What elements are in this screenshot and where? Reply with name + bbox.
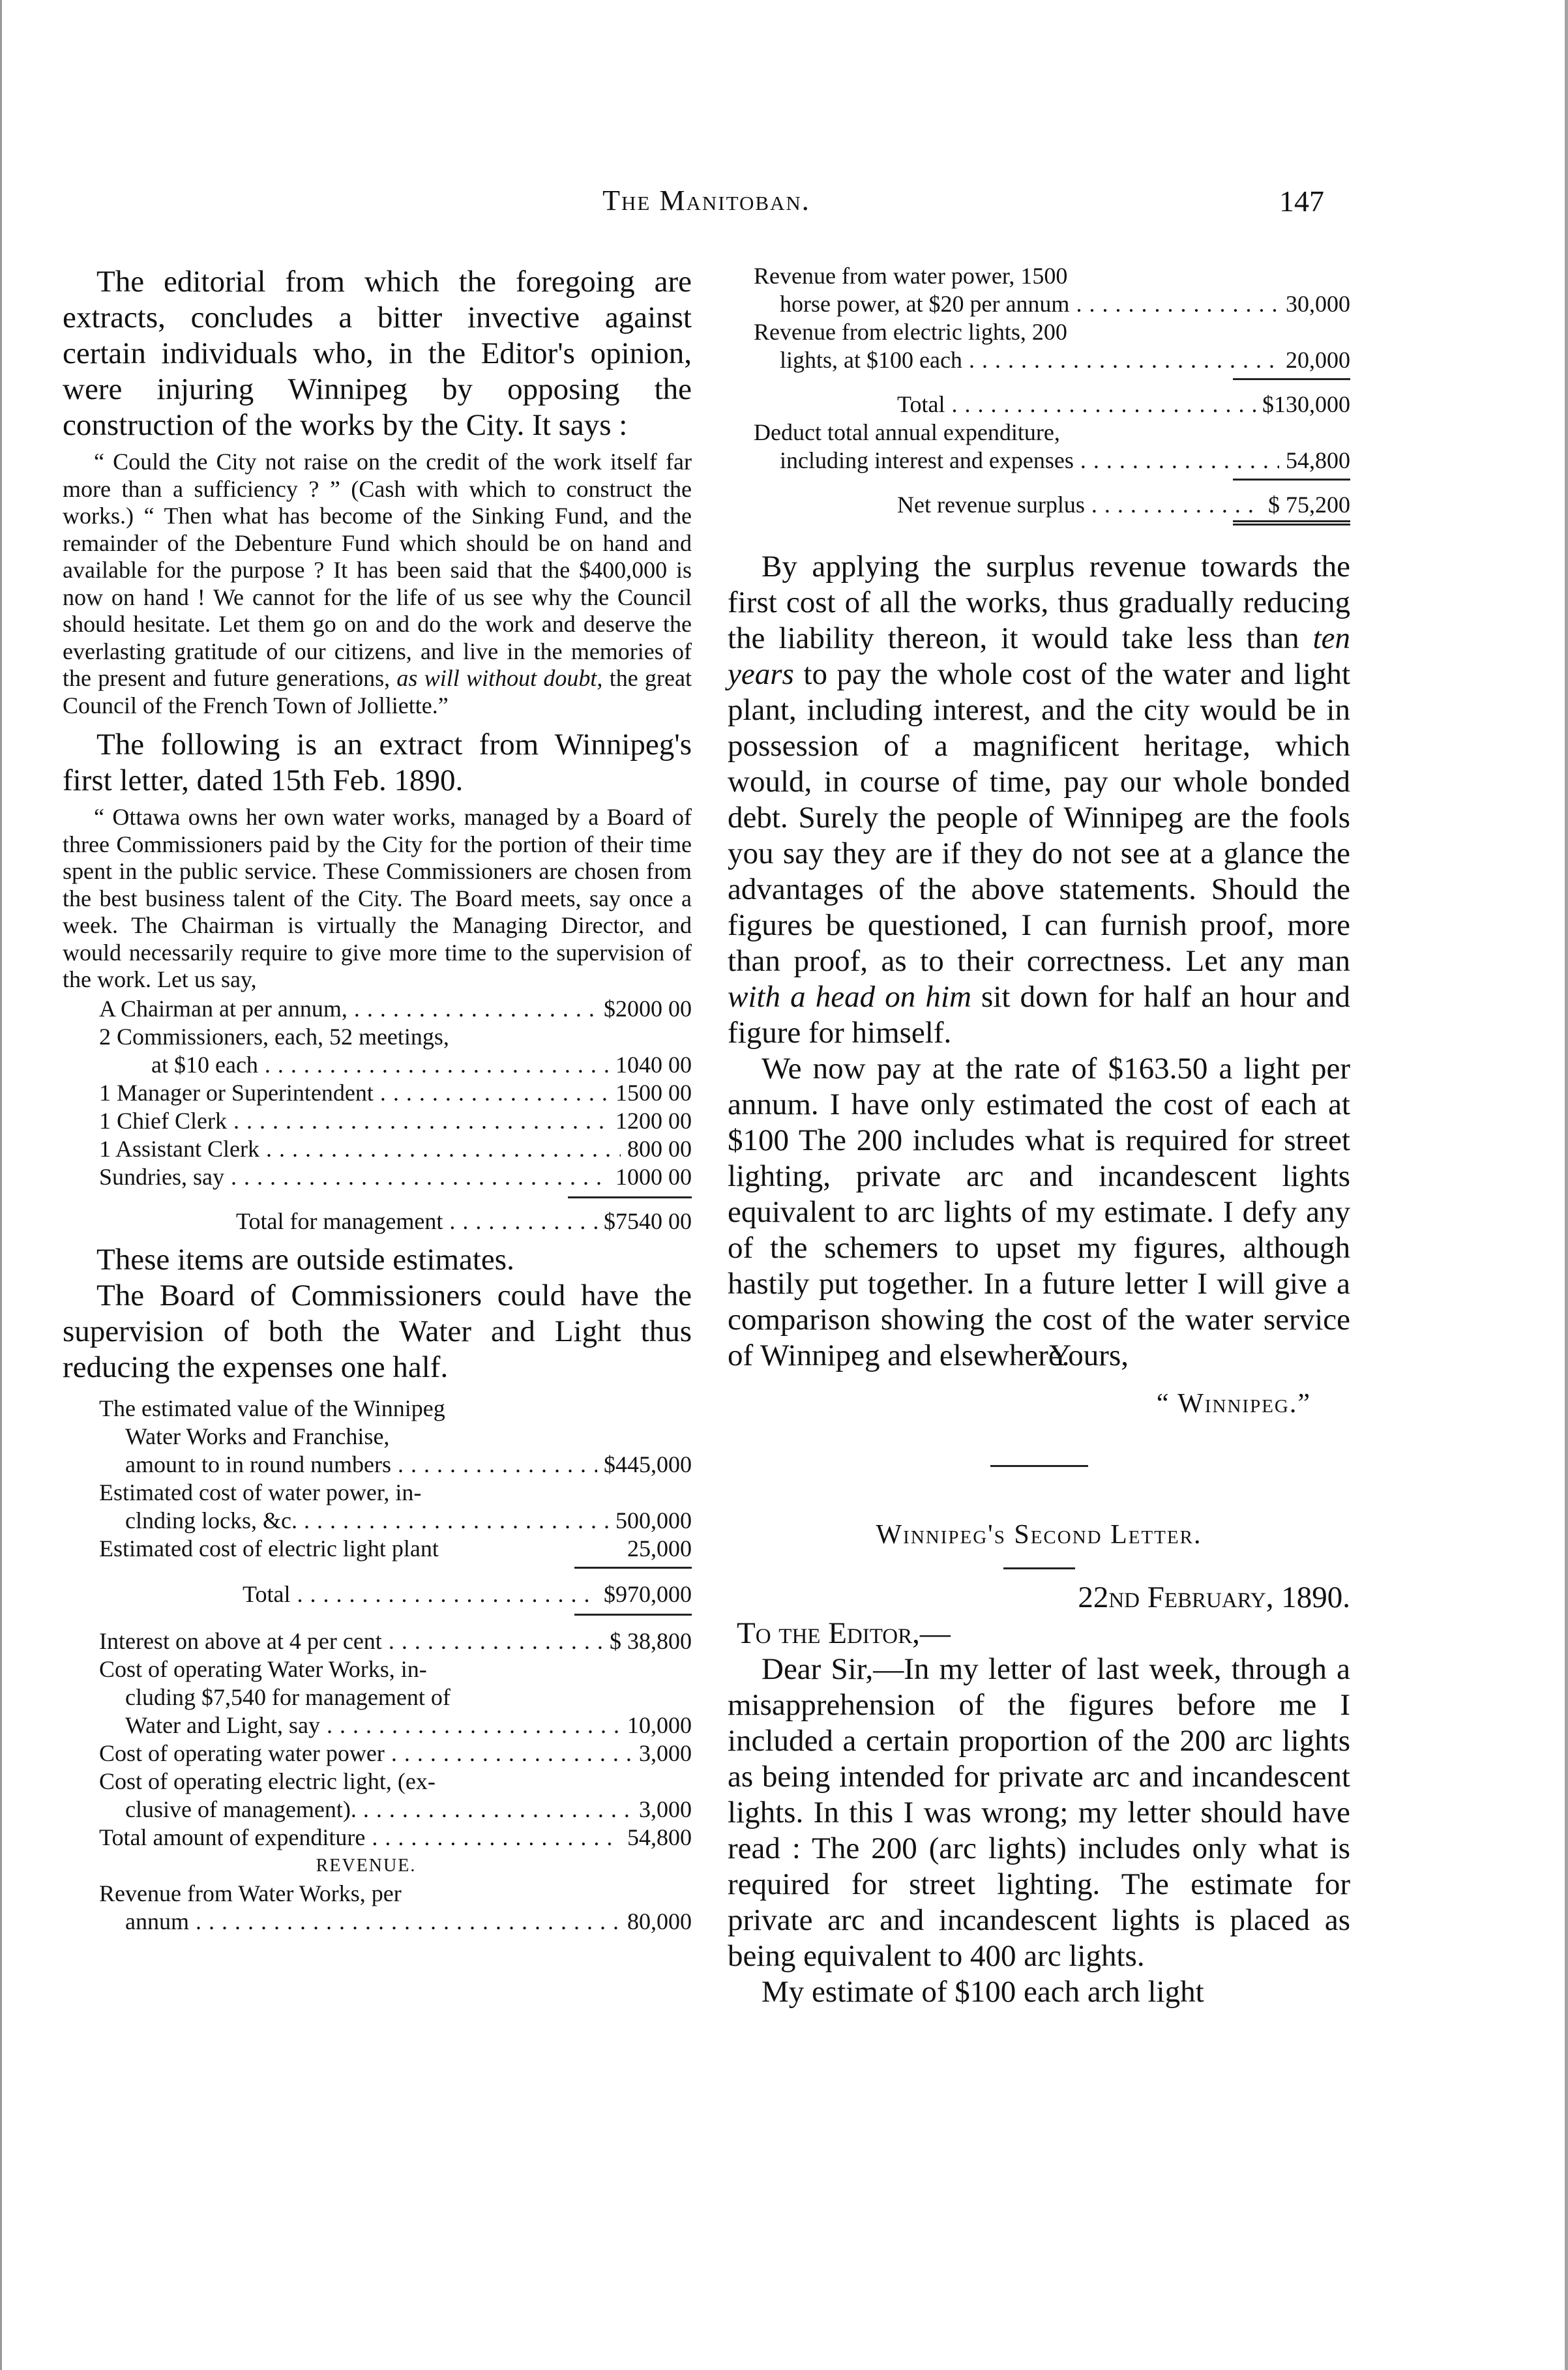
divider-rule: [1003, 1567, 1075, 1569]
table-row: Revenue from water power, 1500: [754, 263, 1068, 289]
table-row: Cost of operating Water Works, in-: [99, 1655, 427, 1682]
paragraph: The Board of Commissioners could have the supervision of both the Water and Light thus reducing the expenses one half.: [63, 1278, 692, 1384]
page-edge-right: [1545, 0, 1568, 2370]
letter-date: 22nd February, 1890.: [1078, 1580, 1350, 1614]
sum-rule: [568, 1196, 692, 1198]
paragraph: We now pay at the rate of $163.50 a light per annum. I have only estimated the cost of each at $100 The 200 includes what is required for street lighting, private arc and incandescent lights equivalent to arc lights of my estimate. I defy any of the schemers to upset my figures, although hastily put together. In a future letter I will give a comparison showing the cost of the water service of Winnipeg and elsewhere.: [728, 1052, 1350, 1372]
estimate-table: [63, 1395, 692, 1936]
page-edge-left: [0, 0, 11, 2370]
table-row: including interest and expenses . . . 54,800: [754, 447, 1350, 475]
table-row: 2 Commissioners, each, 52 meetings,: [99, 1023, 449, 1050]
table-row: Deduct total annual expenditure,: [754, 419, 1060, 445]
table-row: Cost of operating water power . . . 3,000: [99, 1740, 692, 1768]
table-row: Water and Light, say . . . 10,000: [99, 1711, 692, 1740]
table-row: 1 Chief Clerk . . . 1200 00: [99, 1107, 692, 1135]
paragraph: The editorial from which the foregoing are extracts, concludes a bitter invective against certain individuals who, in the Editor's opinion, were injuring Winnipeg by opposing the construction of the works by the City. It says :: [63, 265, 692, 442]
paragraph: These items are outside estimates.: [96, 1242, 514, 1277]
table-row: annum . . . 80,000: [99, 1908, 692, 1936]
table-row: Total amount of expenditure . . . 54,800: [99, 1824, 692, 1852]
page-number: 147: [1279, 185, 1324, 218]
table-row: 1 Assistant Clerk . . . 800 00: [99, 1135, 692, 1163]
paragraph: By applying the surplus revenue towards the first cost of all the works, thus gradually reducing the liability thereon, it would take less than ten years to pay the whole cost of the water and light plant, including interest, and the city would be in possession of a magnificent heritage, which would, in course of time, pay our whole bonded debt. Surely the people of Winnipeg are the fools you say they are if they do not see at a glance the advantages of the above statements. Should the figures be questioned, I can furnish proof, more than proof, as to their correctness. Let any man with a head on him sit down for half an hour and figure for himself.: [728, 550, 1350, 1050]
table-row: A Chairman at per annum, . . . $2000 00: [99, 995, 692, 1023]
net-surplus-row: Net revenue surplus . . . $ 75,200: [754, 491, 1350, 519]
paragraph: The following is an extract from Winnipeg's first letter, dated 15th Feb. 1890.: [63, 728, 692, 797]
total-row: Total . . . $970,000: [99, 1580, 692, 1608]
table-row: Revenue from Water Works, per: [99, 1880, 402, 1906]
sum-rule: [1233, 479, 1350, 481]
running-title: The Manitoban.: [602, 185, 810, 216]
revenue-table: [728, 262, 1350, 526]
paragraph: My estimate of $100 each arch light: [762, 1975, 1204, 2009]
table-row: clnding locks, &c. . . . 500,000: [99, 1507, 692, 1535]
table-row: Interest on above at 4 per cent . . . $ 38,800: [99, 1627, 692, 1655]
table-row: Water Works and Franchise,: [125, 1423, 390, 1449]
page-header: [63, 184, 1350, 230]
divider-rule: [990, 1465, 1088, 1467]
table-row: Revenue from electric lights, 200: [754, 319, 1067, 345]
management-table: [63, 995, 692, 1236]
table-row: Estimated cost of water power, in-: [99, 1479, 422, 1505]
signature: “ Winnipeg.”: [1156, 1389, 1311, 1419]
paragraph: Dear Sir,—In my letter of last week, through a misapprehension of the figures before me I included a certain proportion of the 200 arc lights as being intended for private arc and incandescent lights. In this I was wrong; my letter should have read : The 200 (arc lights) includes only what is required for street lighting. The estimate for private arc and incandescent lights is placed as being equivalent to 400 arc lights.: [728, 1652, 1350, 1973]
left-column: [63, 264, 692, 1936]
table-row: Sundries, say . . . 1000 00: [99, 1163, 692, 1191]
table-row: 1 Manager or Superintendent . . . 1500 00: [99, 1079, 692, 1107]
closing: Yours,: [1049, 1339, 1129, 1372]
section-heading: Winnipeg's Second Letter.: [876, 1520, 1202, 1550]
table-row: lights, at $100 each . . . 20,000: [754, 346, 1350, 374]
sum-rule: [574, 1567, 692, 1569]
quotation: “ Ottawa owns her own water works, managed by a Board of three Commissioners paid by the City for the portion of their time spent in the public service. These Commissioners are chosen from the best business talent of the City. The Board meets, say once a week. The Chairman is virtually the Managing Director, and would necessarily require to give more time to the supervision of the work. Let us say,: [63, 804, 692, 992]
sum-rule: [1233, 378, 1350, 380]
right-column: [728, 262, 1350, 2010]
table-row: The estimated value of the Winnipeg: [99, 1395, 445, 1421]
sum-rule: [574, 1614, 692, 1616]
salutation: To the Editor,—: [737, 1616, 951, 1650]
total-row: Total . . . $130,000: [754, 391, 1350, 419]
quotation: “ Could the City not raise on the credit of the work itself far more than a sufficiency ? ” (Cash with which to construct the works.) “ Then what has become of the Sinking Fund, and the remainder of the Debenture Fund which should be on hand and available for the purpose ? It has been said that the $400,000 is now on hand ! We cannot for the life of us see why the Council should hesitate. Let them go on and do the work and deserve the everlasting gratitude of our citizens, and live in the memories of the present and future generations, as will without doubt, the great Council of the French Town of Jolliette.”: [63, 449, 692, 718]
table-row: clusive of management). . . . 3,000: [99, 1796, 692, 1824]
revenue-heading: REVENUE.: [316, 1855, 417, 1876]
table-row: cluding $7,540 for management of: [125, 1683, 451, 1710]
table-row: at $10 each . . . 1040 00: [99, 1051, 692, 1079]
table-row: Estimated cost of electric light plant 25,000: [99, 1535, 692, 1562]
double-rule: [1233, 520, 1350, 526]
table-row: amount to in round numbers . . . $445,000: [99, 1451, 692, 1479]
table-row: horse power, at $20 per annum . . . 30,000: [754, 290, 1350, 318]
total-row: Total for management . . . $7540 00: [99, 1207, 692, 1236]
table-row: Cost of operating electric light, (ex-: [99, 1768, 436, 1794]
